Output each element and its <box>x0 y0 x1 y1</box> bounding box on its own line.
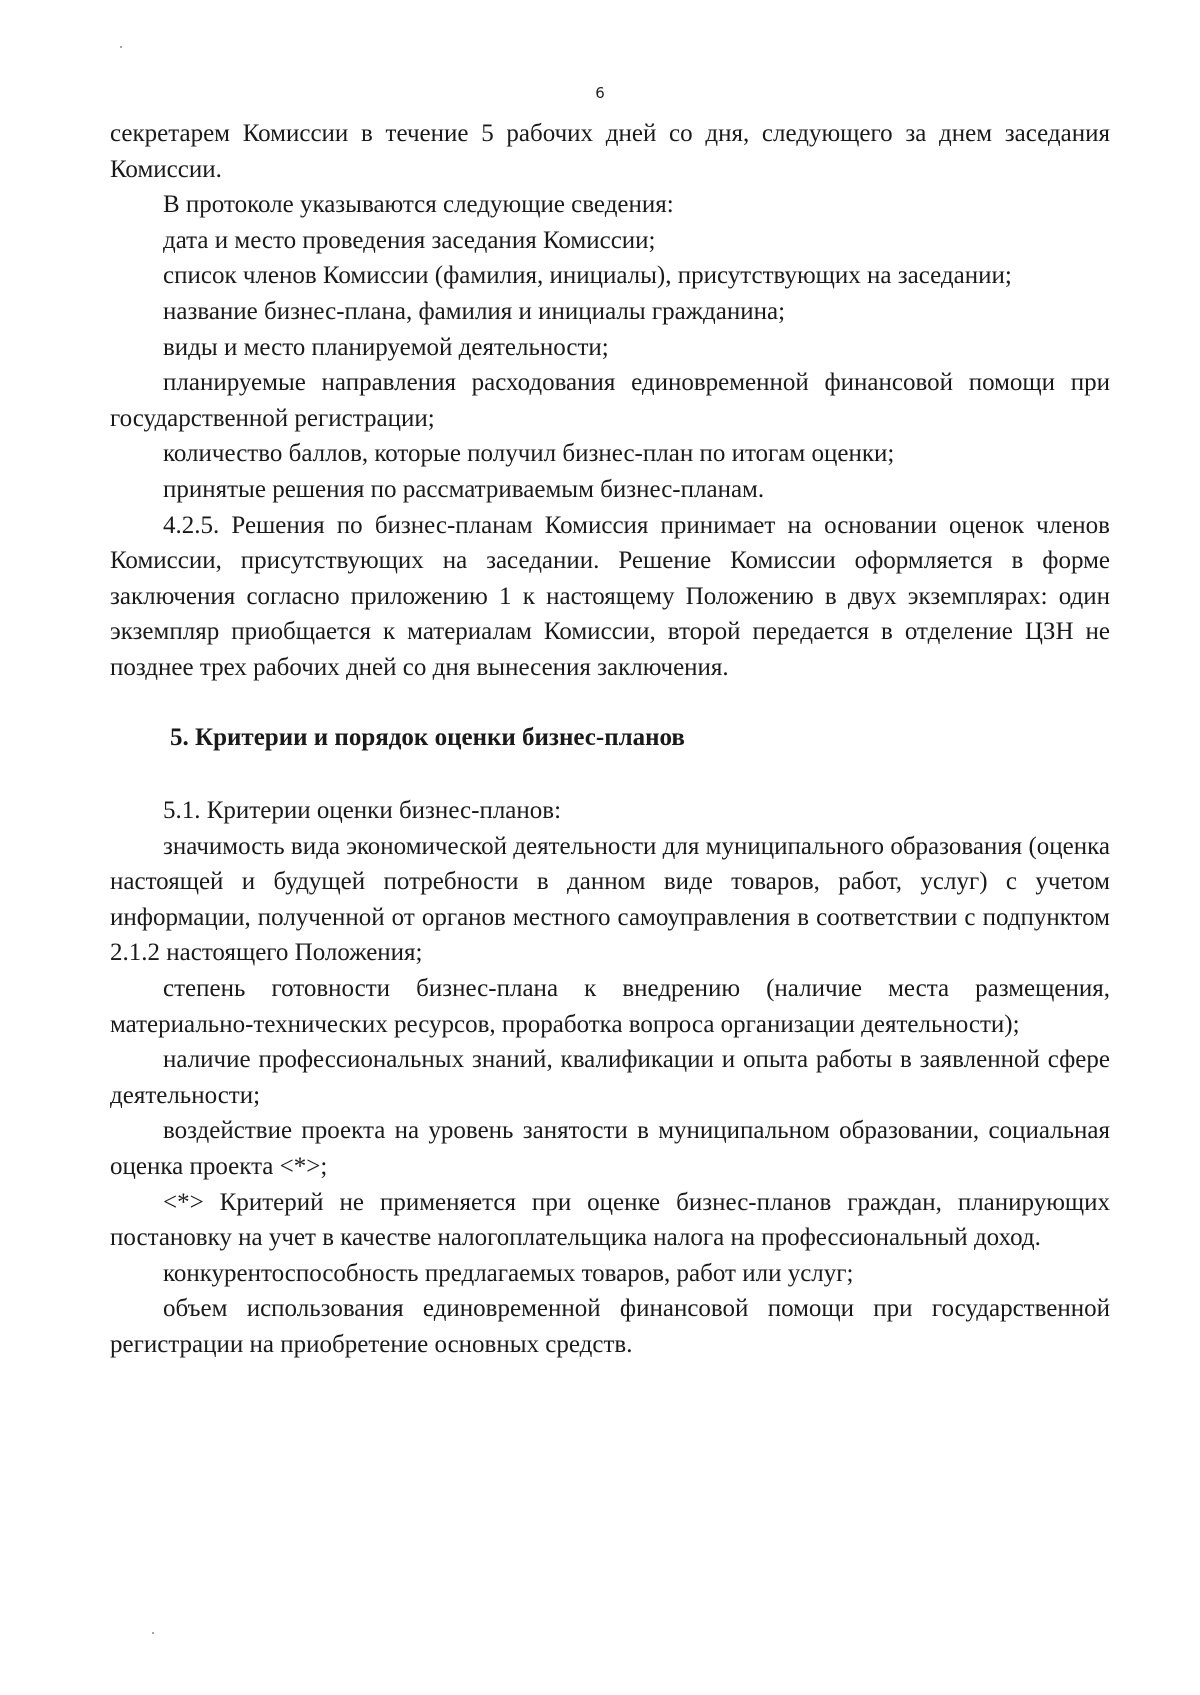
paragraph-criterion: степень готовности бизнес-плана к внедрению (наличие места размещения, материально-технических ресурсов, проработка вопроса организации деятельности); <box>110 975 1110 1038</box>
paragraph-list-item: количество баллов, которые получил бизнес-план по итогам оценки; <box>163 440 895 468</box>
paragraph-clause-5-1: 5.1. Критерии оценки бизнес-планов: <box>163 797 562 825</box>
paragraph-protocol-intro: В протоколе указываются следующие сведения: <box>163 191 674 219</box>
paragraph-criterion: наличие профессиональных знаний, квалификации и опыта работы в заявленной сфере деятельности; <box>110 1046 1110 1109</box>
scan-speck <box>120 46 122 48</box>
paragraph-list-item: дата и место проведения заседания Комиссии; <box>163 226 656 254</box>
paragraph-footnote: <*> Критерий не применяется при оценке бизнес-планов граждан, планирующих постановку на учет в качестве налогоплательщика налога на профессиональный доход. <box>110 1188 1110 1252</box>
paragraph-criterion: конкурентоспособность предлагаемых товаров, работ или услуг; <box>163 1259 854 1287</box>
document-body <box>110 116 1110 1363</box>
paragraph-list-item: название бизнес-плана, фамилия и инициалы гражданина; <box>163 297 786 325</box>
section-heading: 5. Критерии и порядок оценки бизнес-планов <box>170 723 685 751</box>
scan-speck <box>152 1632 154 1634</box>
paragraph-list-item: список членов Комиссии (фамилия, инициалы), присутствующих на заседании; <box>163 262 1012 290</box>
paragraph-list-item: виды и место планируемой деятельности; <box>163 333 609 361</box>
paragraph-list-item: планируемые направления расходования единовременной финансовой помощи при государственной регистрации; <box>110 369 1110 432</box>
paragraph-criterion: воздействие проекта на уровень занятости в муниципальном образовании, социальная оценка проекта <*>; <box>110 1117 1110 1181</box>
paragraph-continuation: секретарем Комиссии в течение 5 рабочих дней со дня, следующего за днем заседания Комиссии. <box>110 120 1110 183</box>
paragraph-clause-4-2-5: 4.2.5. Решения по бизнес-планам Комиссия принимает на основании оценок членов Комиссии, присутствующих на заседании. Решение Комиссии оформляется в форме заключения согласно приложению 1 к настоящему Положению в двух экземплярах: один экземпляр приобщается к материалам Комиссии, второй передается в отделение ЦЗН не позднее трех рабочих дней со дня вынесения заключения. <box>110 511 1110 681</box>
paragraph-list-item: принятые решения по рассматриваемым бизнес-планам. <box>163 475 765 503</box>
page-number: 6 <box>595 84 605 102</box>
paragraph-criterion: объем использования единовременной финансовой помощи при государственной регистрации на приобретение основных средств. <box>110 1295 1110 1358</box>
paragraph-criterion: значимость вида экономической деятельности для муниципального образования (оценка настоящей и будущей потребности в данном виде товаров, работ, услуг) с учетом информации, полученной от органов местного самоуправления в соответствии с подпунктом 2.1.2 настоящего Положения; <box>110 832 1110 967</box>
